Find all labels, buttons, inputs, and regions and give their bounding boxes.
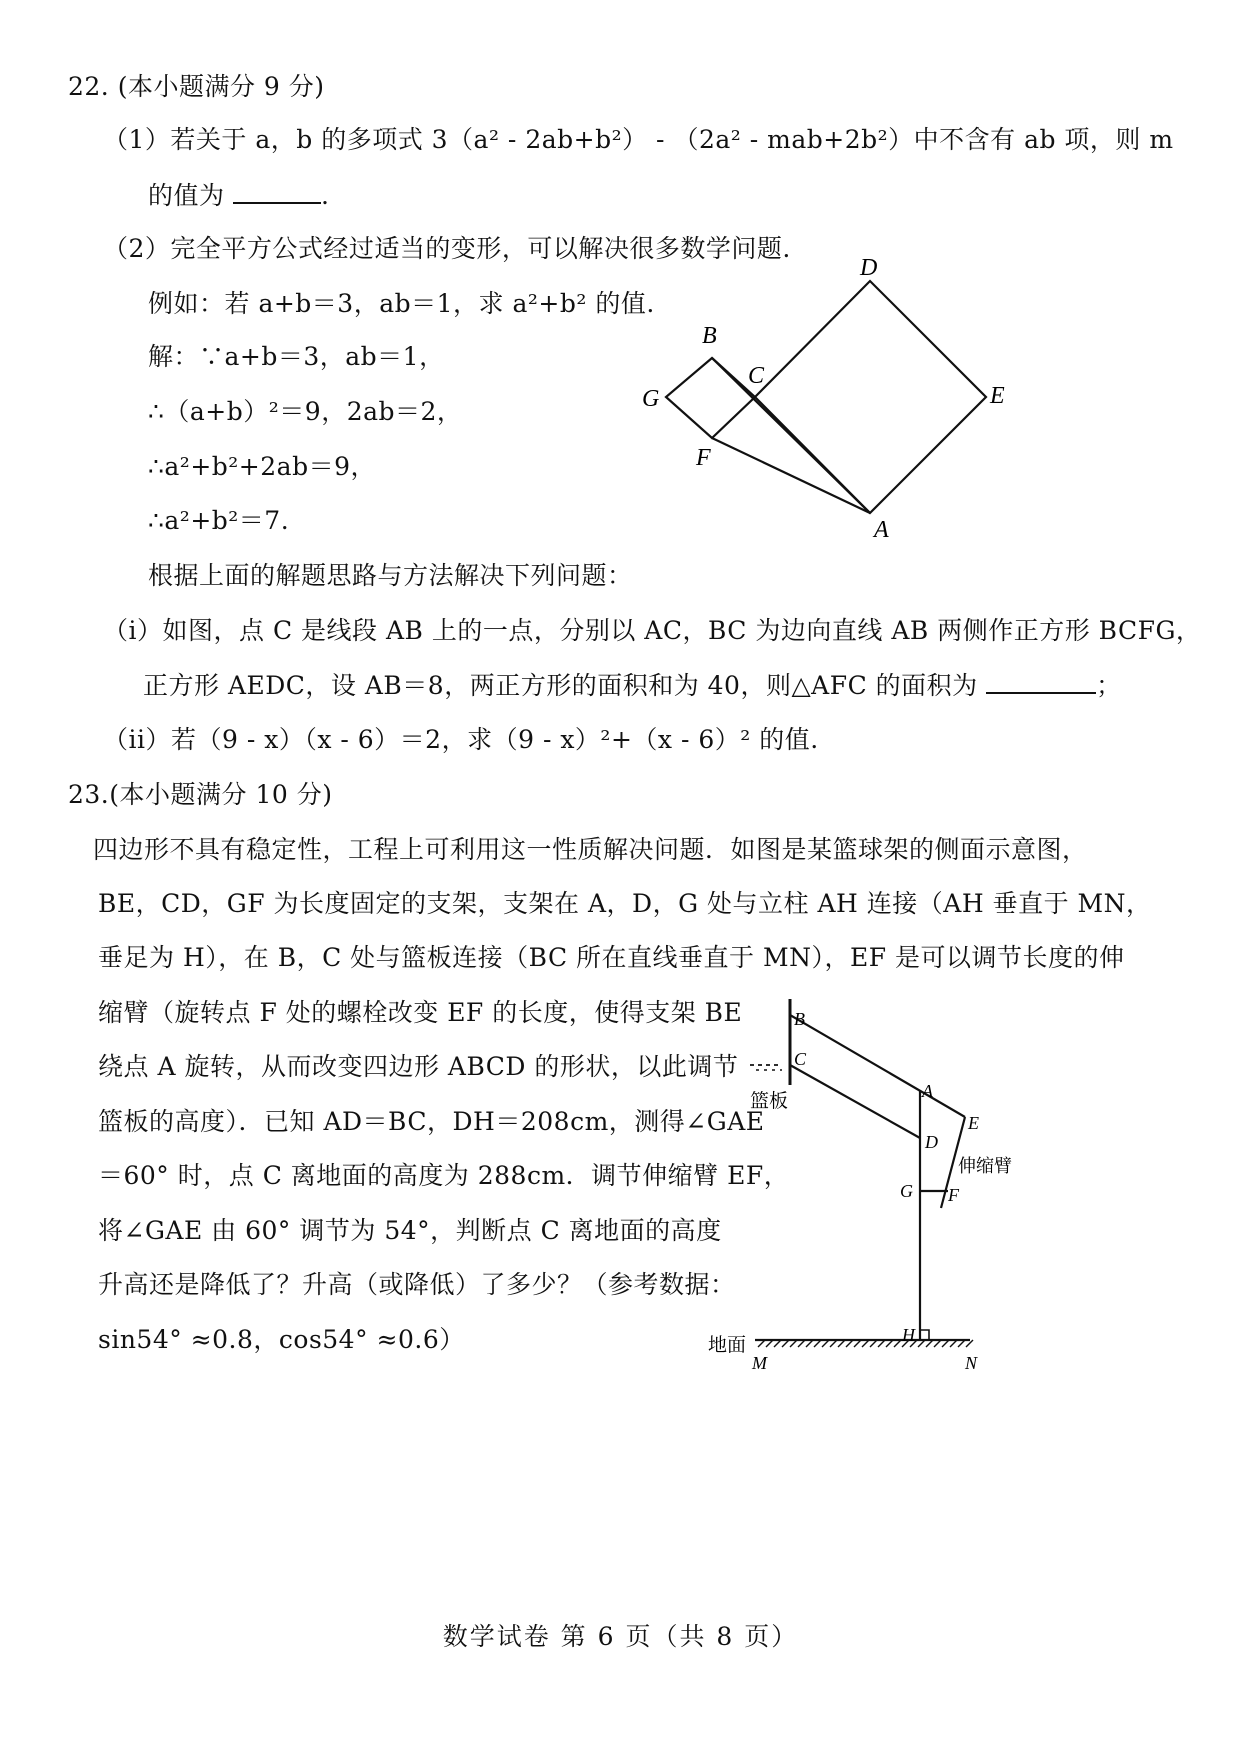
label-E: E bbox=[990, 383, 1005, 409]
q22-squares-figure bbox=[630, 255, 1030, 560]
q22-header: 22. (本小题满分 9 分) bbox=[68, 72, 325, 101]
label-N: N bbox=[965, 1353, 978, 1373]
label-ground: 地面 bbox=[708, 1334, 747, 1356]
q22-sub-ii: （ii）若（9 - x）（x - 6）＝2，求（9 - x）²+（x - 6）² 的值. bbox=[103, 725, 819, 754]
bar-cd bbox=[790, 1065, 920, 1138]
q23-text-line10: sin54° ≈0.8，cos54° ≈0.6） bbox=[98, 1325, 465, 1354]
q23-text-line2: BE，CD，GF 为长度固定的支架，支架在 A，D，G 处与立柱 AH 连接（AH 垂直于 MN， bbox=[98, 889, 1152, 918]
q23-text-line6: 篮板的高度）．已知 AD＝BC，DH＝208cm，测得∠GAE bbox=[98, 1107, 765, 1136]
label-B: B bbox=[702, 323, 717, 349]
page-footer: 数学试卷 第 6 页（共 8 页） bbox=[442, 1622, 799, 1651]
label-C: C bbox=[748, 363, 765, 389]
square-bcfg bbox=[666, 358, 755, 438]
label-M: M bbox=[752, 1353, 767, 1373]
right-angle-h bbox=[920, 1330, 929, 1340]
label-F: F bbox=[696, 445, 711, 471]
q23-text-line5: 绕点 A 旋转，从而改变四边形 ABCD 的形状，以此调节 bbox=[98, 1052, 739, 1081]
label-F: F bbox=[948, 1185, 959, 1205]
label-G: G bbox=[642, 386, 660, 412]
q22-solution-step4: ∴a²+b²＝7. bbox=[148, 506, 290, 535]
square-aedc bbox=[755, 281, 986, 513]
label-backboard: 篮板 bbox=[750, 1090, 789, 1112]
q22-solution-step3: ∴a²+b²+2ab＝9， bbox=[148, 452, 376, 481]
q22-part1-line1: （1）若关于 a，b 的多项式 3（a² - 2ab+b²） - （2a² - mab+2b²）中不含有 ab 项，则 m bbox=[103, 125, 1174, 154]
q23-text-line3: 垂足为 H），在 B，C 处与篮板连接（BC 所在直线垂直于 MN），EF 是可以调节长度的伸 bbox=[98, 943, 1125, 972]
segment-fa bbox=[712, 438, 870, 513]
q22-part1-line2 bbox=[148, 178, 329, 213]
label-B: B bbox=[794, 1009, 805, 1029]
label-C: C bbox=[794, 1049, 807, 1069]
q23-text-line9: 升高还是降低了？升高（或降低）了多少？（参考数据： bbox=[98, 1270, 736, 1299]
label-D: D bbox=[860, 255, 878, 281]
q23-text-line7: ＝60° 时，点 C 离地面的高度为 288cm．调节伸缩臂 EF， bbox=[98, 1161, 790, 1190]
q22-part1-line2-prefix: 的值为 bbox=[148, 181, 225, 210]
q23-basketball-stand-figure bbox=[700, 995, 1012, 1375]
q22-part1-line2-suffix: . bbox=[320, 181, 330, 210]
q22-solution-step2: ∴（a+b）²＝9，2ab＝2， bbox=[148, 397, 463, 426]
label-D: D bbox=[925, 1132, 938, 1152]
q23-header: 23.(本小题满分 10 分) bbox=[68, 780, 333, 809]
q23-text-line4: 缩臂（旋转点 F 处的螺栓改变 EF 的长度，使得支架 BE bbox=[98, 998, 743, 1027]
q22-sub-i-line2-prefix: 正方形 AEDC，设 AB＝8，两正方形的面积和为 40，则△AFC 的面积为 bbox=[143, 671, 978, 700]
bar-be bbox=[790, 1015, 965, 1117]
answer-blank-area[interactable] bbox=[986, 668, 1096, 694]
answer-blank-m[interactable] bbox=[233, 178, 321, 204]
q23-text-line8: 将∠GAE 由 60° 调节为 54°，判断点 C 离地面的高度 bbox=[98, 1216, 722, 1245]
label-G: G bbox=[900, 1181, 913, 1201]
q22-example: 例如：若 a+b＝3，ab＝1，求 a²+b² 的值. bbox=[148, 289, 655, 318]
segment-ca bbox=[712, 358, 870, 513]
q22-solution-step1: 解：∵a+b＝3，ab＝1， bbox=[148, 342, 445, 371]
q23-text-line1: 四边形不具有稳定性，工程上可利用这一性质解决问题．如图是某篮球架的侧面示意图， bbox=[93, 835, 1088, 864]
label-telescopic-arm: 伸缩臂 bbox=[958, 1156, 1012, 1177]
label-H: H bbox=[902, 1325, 915, 1345]
q22-part2-intro: （2）完全平方公式经过适当的变形，可以解决很多数学问题. bbox=[103, 234, 791, 263]
q22-sub-i-line2-suffix: ； bbox=[1096, 671, 1122, 700]
label-A: A bbox=[874, 517, 889, 543]
q22-instruction: 根据上面的解题思路与方法解决下列问题： bbox=[148, 561, 633, 590]
q22-sub-i-line1: （i）如图，点 C 是线段 AB 上的一点，分别以 AC，BC 为边向直线 AB 两侧作正方形 BCFG， bbox=[103, 616, 1202, 645]
q22-sub-i-line2 bbox=[143, 668, 1122, 703]
label-E: E bbox=[968, 1113, 979, 1133]
label-A: A bbox=[922, 1081, 933, 1101]
